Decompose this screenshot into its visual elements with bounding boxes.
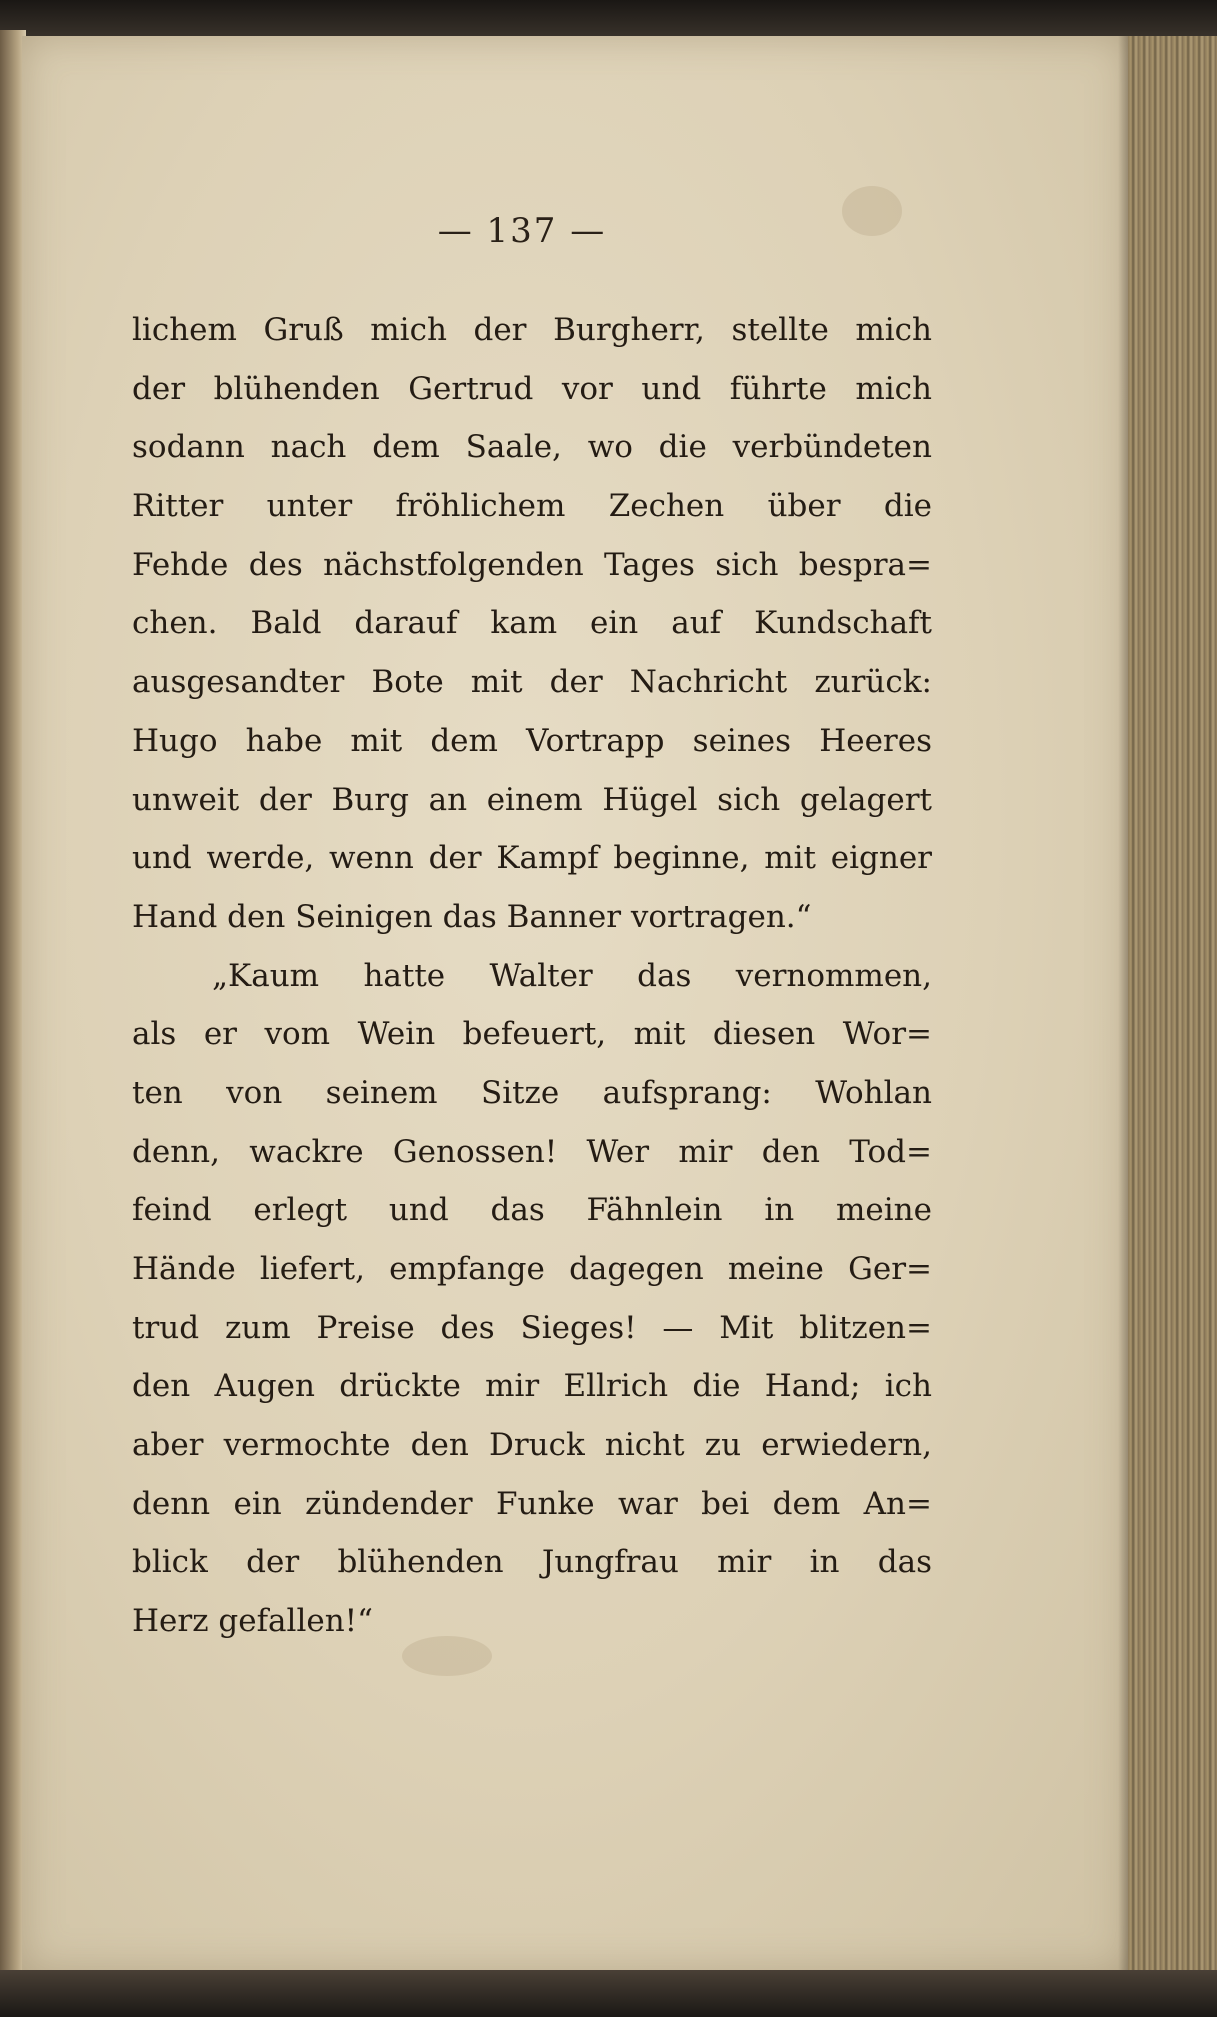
book-page [22, 36, 1128, 1972]
text-line: aber vermochte den Druck nicht zu erwiedern, [132, 1427, 932, 1464]
text-line: Hugo habe mit dem Vortrapp seines Heeres [132, 722, 932, 759]
text-line: Hände liefert, empfange dagegen meine Ger= [132, 1251, 932, 1287]
body-text [132, 301, 932, 1651]
text-line: trud zum Preise des Sieges! — Mit blitzen= [132, 1309, 932, 1346]
text-line: ausgesandter Bote mit der Nachricht zurück: [132, 664, 932, 701]
text-line: sodann nach dem Saale, wo die verbündeten [132, 429, 932, 466]
text-line: denn ein zündender Funke war bei dem An= [132, 1485, 932, 1522]
text-line: unweit der Burg an einem Hügel sich gelagert [132, 781, 932, 818]
text-line: als er vom Wein befeuert, mit diesen Wor= [132, 1016, 932, 1053]
binding-bottom-edge [0, 1970, 1217, 2017]
text-line: den Augen drückte mir Ellrich die Hand; ich [132, 1368, 932, 1405]
page-number: — 137 — [437, 211, 607, 251]
text-line: Hand den Seinigen das Banner vortragen.“ [132, 898, 812, 935]
text-line: „Kaum hatte Walter das vernommen, [212, 957, 932, 994]
text-line: lichem Gruß mich der Burgherr, stellte mich [132, 312, 932, 348]
text-line: chen. Bald darauf kam ein auf Kundschaft [132, 605, 932, 642]
text-line: ten von seinem Sitze aufsprang: Wohlan [132, 1074, 932, 1111]
text-line: denn, wackre Genossen! Wer mir den Tod= [132, 1133, 932, 1170]
text-line: feind erlegt und das Fähnlein in meine [132, 1192, 932, 1229]
binding-top-edge [0, 0, 1217, 40]
text-line: und werde, wenn der Kampf beginne, mit eigner [132, 840, 932, 877]
text-line: blick der blühenden Jungfrau mir in das [132, 1544, 932, 1581]
text-line: der blühenden Gertrud vor und führte mich [132, 370, 932, 407]
text-line: Fehde des nächstfolgenden Tages sich bespra= [132, 546, 932, 583]
text-line: Herz gefallen!“ [132, 1603, 373, 1640]
page-stack-fore-edge [1128, 36, 1217, 1981]
text-line: Ritter unter fröhlichem Zechen über die [132, 488, 932, 525]
